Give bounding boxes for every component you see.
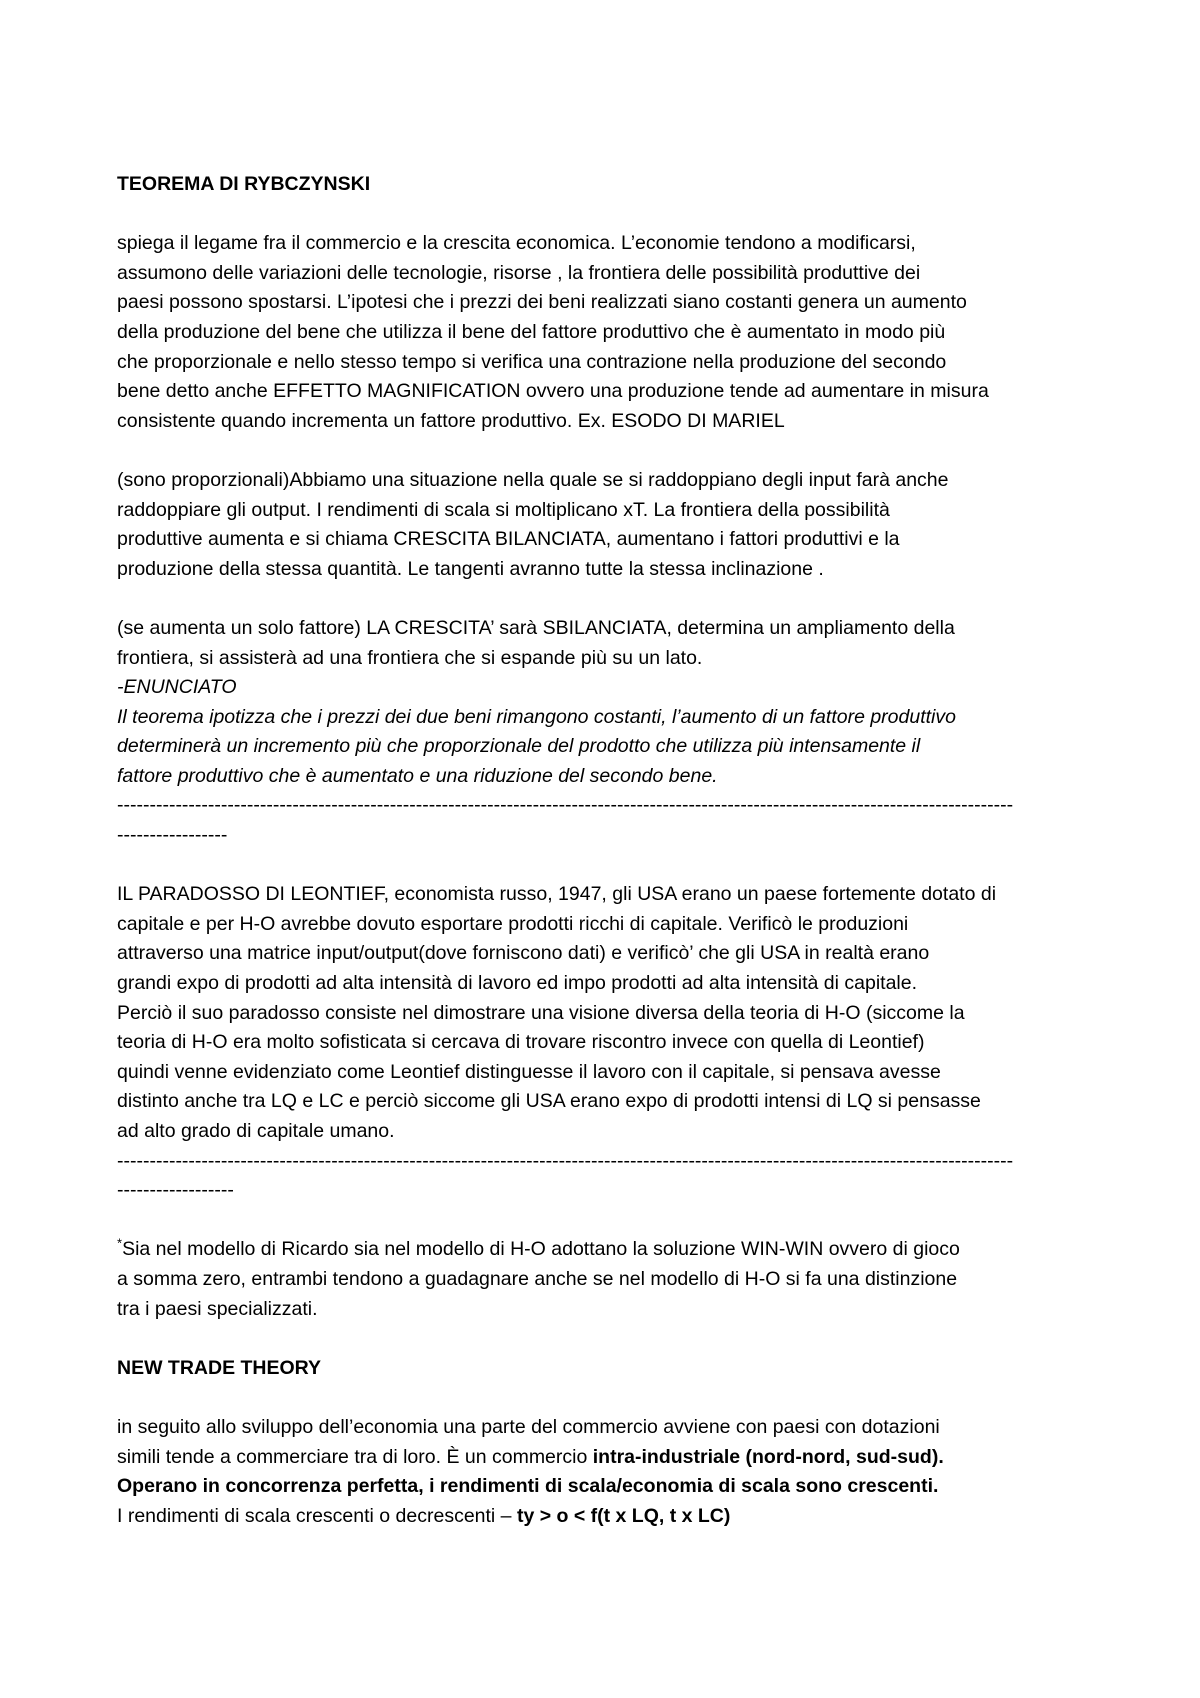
text-line: in seguito allo sviluppo dell’economia una parte del commercio avviene con paesi con dotazioni <box>117 1415 940 1438</box>
new-trade-theory-paragraph <box>117 1413 1087 1531</box>
footnote-asterisk: * <box>117 1235 123 1251</box>
enunciato-text <box>117 703 1087 792</box>
spacer <box>117 1324 1087 1354</box>
text-line: Perciò il suo paradosso consiste nel dimostrare una visione diversa della teoria di H-O (siccome la <box>117 1001 965 1024</box>
text-line <box>117 1443 1087 1473</box>
text-line: raddoppiare gli output. I rendimenti di scala si moltiplicano xT. La frontiera della possibilità <box>117 498 890 521</box>
spacer <box>117 436 1087 466</box>
bold-span: ty > o < f(t x LQ, t x LC) <box>516 1504 731 1527</box>
bold-span: intra-industriale (nord-nord, sud-sud). <box>592 1445 944 1468</box>
enunciato-label: -ENUNCIATO <box>117 676 237 699</box>
dashed-divider <box>117 791 1087 850</box>
text-line: della produzione del bene che utilizza il bene del fattore produttivo che è aumentato in modo più <box>117 320 946 343</box>
text-line: Operano in concorrenza perfetta, i rendimenti di scala/economia di scala sono crescenti. <box>117 1475 939 1498</box>
text-line: assumono delle variazioni delle tecnologie, risorse , la frontiera delle possibilità produttive dei <box>117 261 921 284</box>
text-line: che proporzionale e nello stesso tempo si verifica una contrazione nella produzione del secondo <box>117 350 947 373</box>
text-line: distinto anche tra LQ e LC e perciò siccome gli USA erano expo di prodotti intensi di LQ si pensasse <box>117 1090 981 1113</box>
text-line: a somma zero, entrambi tendono a guadagnare anche se nel modello di H-O si fa una distinzione <box>117 1267 958 1290</box>
spacer <box>117 584 1087 614</box>
text-line: spiega il legame fra il commercio e la crescita economica. L’economie tendono a modificarsi, <box>117 232 916 255</box>
leontief-paragraph <box>117 880 1087 1146</box>
divider-line: ------------------------------------------------------------------------------------------------------------------------------------------ <box>117 794 1014 817</box>
document-page <box>117 170 1087 1531</box>
text-span: I rendimenti di scala crescenti o decrescenti – <box>117 1504 517 1527</box>
text-line: capitale e per H-O avrebbe dovuto esportare prodotti ricchi di capitale. Verificò le produzioni <box>117 912 909 935</box>
text-line: fattore produttivo che è aumentato e una riduzione del secondo bene. <box>117 764 718 787</box>
new-trade-theory-heading: NEW TRADE THEORY <box>117 1356 322 1379</box>
text-line: attraverso una matrice input/output(dove forniscono dati) e verificò’ che gli USA in realtà erano <box>117 942 930 965</box>
spacer <box>117 851 1087 881</box>
spacer <box>117 200 1087 230</box>
text-span: simili tende a commerciare tra di loro. È un commercio <box>117 1445 593 1468</box>
text-line: paesi possono spostarsi. L’ipotesi che i prezzi dei beni realizzati siano costanti genera un aumento <box>117 291 967 314</box>
divider-line: ----------------- <box>117 824 228 847</box>
text-line: tra i paesi specializzati. <box>117 1297 318 1320</box>
dashed-divider <box>117 1147 1087 1206</box>
rybczynski-paragraph-1 <box>117 229 1087 436</box>
text-line: grandi expo di prodotti ad alta intensità di lavoro ed impo prodotti ad alta intensità di capitale. <box>117 972 918 995</box>
spacer <box>117 1383 1087 1413</box>
text-line: frontiera, si assisterà ad una frontiera che si espande più su un lato. <box>117 646 703 669</box>
rybczynski-paragraph-3 <box>117 614 1087 673</box>
text-line <box>117 1235 1087 1265</box>
text-line: determinerà un incremento più che proporzionale del prodotto che utilizza più intensamente il <box>117 735 921 758</box>
text-line: (sono proporzionali)Abbiamo una situazione nella quale se si raddoppiano degli input farà anche <box>117 468 949 491</box>
text-line: (se aumenta un solo fattore) LA CRESCITA’ sarà SBILANCIATA, determina un ampliamento della <box>117 616 955 639</box>
text-line: consistente quando incrementa un fattore produttivo. Ex. ESODO DI MARIEL <box>117 409 785 432</box>
rybczynski-heading: TEOREMA DI RYBCZYNSKI <box>117 173 371 195</box>
text-line: produttive aumenta e si chiama CRESCITA BILANCIATA, aumentano i fattori produttivi e la <box>117 528 900 551</box>
divider-line: ------------------------------------------------------------------------------------------------------------------------------------------ <box>117 1149 1014 1172</box>
text-line: produzione della stessa quantità. Le tangenti avranno tutte la stessa inclinazione . <box>117 557 824 580</box>
text-line: quindi venne evidenziato come Leontief distinguesse il lavoro con il capitale, si pensava avesse <box>117 1060 941 1083</box>
spacer <box>117 1206 1087 1236</box>
text-line: teoria di H-O era molto sofisticata si cercava di trovare riscontro invece con quella di Leontief) <box>117 1031 925 1054</box>
divider-line: ------------------ <box>117 1179 234 1202</box>
ricardo-ho-paragraph <box>117 1235 1087 1324</box>
text-line: IL PARADOSSO DI LEONTIEF, economista russo, 1947, gli USA erano un paese fortemente dotato di <box>117 883 997 906</box>
text-line <box>117 1502 1087 1532</box>
text-span: Sia nel modello di Ricardo sia nel modello di H-O adottano la soluzione WIN-WIN ovvero di gioco <box>122 1238 960 1261</box>
text-line: bene detto anche EFFETTO MAGNIFICATION ovvero una produzione tende ad aumentare in misura <box>117 380 989 403</box>
text-line: Il teorema ipotizza che i prezzi dei due beni rimangono costanti, l’aumento di un fattore produttivo <box>117 705 956 728</box>
rybczynski-paragraph-2 <box>117 466 1087 584</box>
text-line: ad alto grado di capitale umano. <box>117 1120 395 1142</box>
